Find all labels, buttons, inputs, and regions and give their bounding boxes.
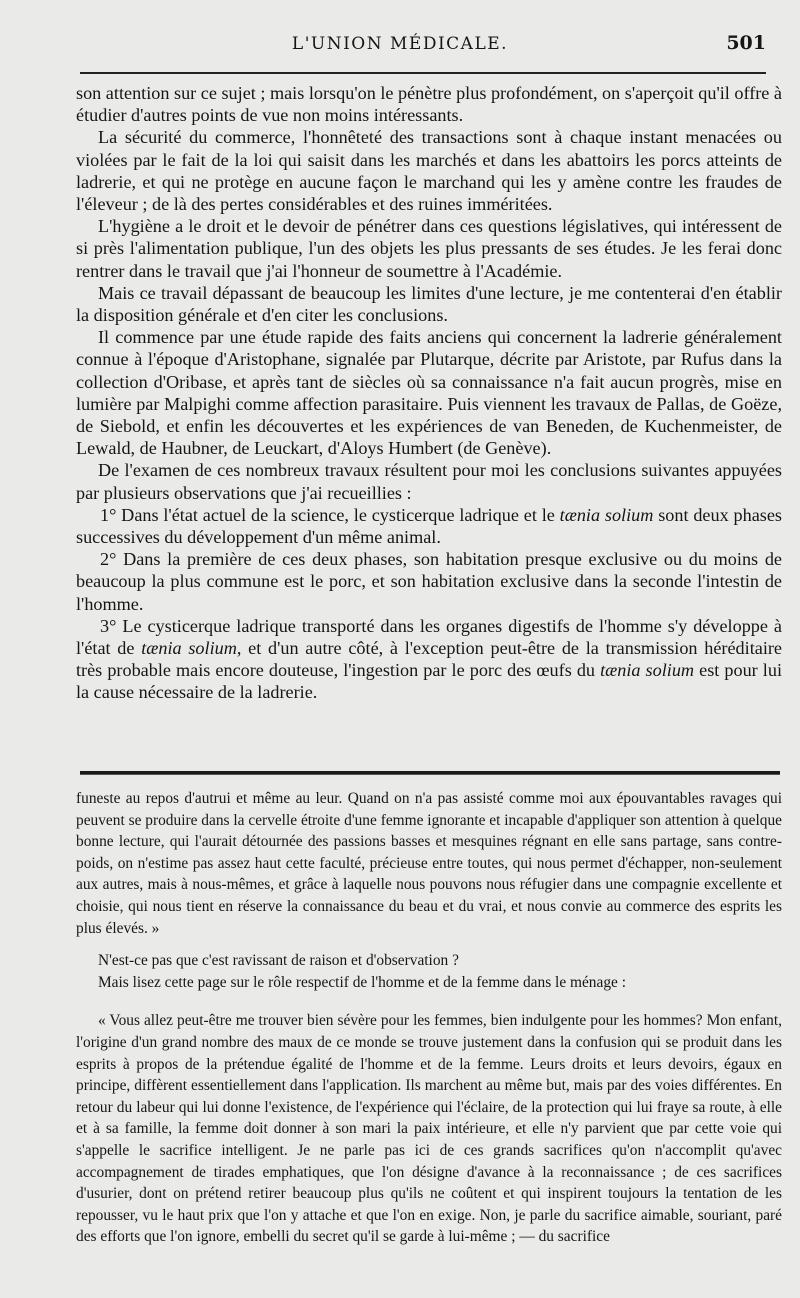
conclusion-1: 1° Dans l'état actuel de la science, le cysticerque ladrique et le tænia solium sont deux phases successives du développement d'un même animal.: [76, 504, 782, 548]
paragraph-conclusions-intro: De l'examen de ces nombreux travaux résultent pour moi les conclusions suivantes appuyées par plusieurs observations que j'ai recueillies :: [76, 460, 782, 503]
species-name: tænia solium: [559, 504, 654, 525]
feuilleton-paragraph-remark: N'est-ce pas que c'est ravissant de raison et d'observation ?: [98, 952, 459, 970]
species-name: tænia solium: [600, 660, 695, 681]
feuilleton-paragraph-quote: « Vous allez peut-être me trouver bien sévère pour les femmes, bien indulgente pour les hommes? Mon enfant, l'origine d'un grand nombre des maux de ce monde se trouve justement dans la confusion qui se produit dans les esprits à propos de la prétendue égalité de l'homme et de la femme. Leurs droits et leurs devoirs, égaux en principe, diffèrent essentiellement dans l'application. Ils marchent au même but, mais par des voies différentes. En retour du labeur qui lui donne l'existence, de l'expérience qui l'éclaire, de la protection qui lui fraye sa route, à elle et à sa famille, la femme doit donner à son mari la paix intérieure, et elle n'y parvient que par cette voie qui s'appelle le sacrifice intelligent. Je ne parle pas ici de ces grands sacrifices qu'on n'accomplit qu'avec accompagnement de tirades emphatiques, que l'on désigne d'avance à la reconnaissance ; de ces sacrifices d'usurier, dont on prétend retirer beaucoup plus qu'ils ne coûtent et qui inspirent toujours la tentation de les repousser, vu le haut prix que l'on y attache et que l'on en exige. Non, je parle du sacrifice aimable, souriant, paré des efforts que l'on ignore, embelli du secret qu'il se garde à lui-même ; — du sacrifice: [76, 1012, 782, 1246]
feuilleton-separator-rule: [80, 771, 780, 775]
paragraph-continuation: son attention sur ce sujet ; mais lorsqu'on le pénètre plus profondément, on s'aperçoit qu'il offre à étudier d'autres points de vue non moins intéressants.: [76, 83, 782, 126]
conclusion-2: 2° Dans la première de ces deux phases, son habitation presque exclusive ou du moins de beaucoup la plus commune est le porc, et son habitation exclusive dans la seconde l'intestin de l'homme.: [76, 549, 782, 614]
paragraph-commerce-security: La sécurité du commerce, l'honnêteté des transactions sont à chaque instant menacées ou violées par le fait de la loi qui saisit dans les marchés et dans les abattoirs les porcs atteints de ladrerie, et qui ne protège en aucune façon le marchand qui les y amène contre les fraudes de l'éleveur ; de là des pertes considérables et des ruines imméritées.: [76, 127, 782, 215]
feuilleton-body: [76, 788, 782, 1248]
header-rule: [80, 72, 766, 74]
journal-title: L'UNION MÉDICALE.: [291, 34, 509, 54]
conclusion-3: 3° Le cysticerque ladrique transporté dans les organes digestifs de l'homme s'y développe à l'état de tænia solium, et d'un autre côté, à l'exception peut-être de la transmission héréditaire très probable mais encore douteuse, l'ingestion par le porc des œufs du tænia solium est pour lui la cause nécessaire de la ladrerie.: [76, 615, 783, 703]
paragraph-work-limits: Mais ce travail dépassant de beaucoup les limites d'une lecture, je me contenterai d'en établir la disposition générale et d'en citer les conclusions.: [76, 282, 782, 326]
page-number: 501: [726, 32, 766, 54]
running-head: [0, 30, 800, 60]
feuilleton-paragraph-invitation: Mais lisez cette page sur le rôle respectif de l'homme et de la femme dans le ménage :: [98, 973, 626, 991]
paragraph-hygiene: L'hygiène a le droit et le devoir de pénétrer dans ces questions législatives, qui intéressent de si près l'alimentation publique, l'un des objets les plus pressants de ses études. Je les ferai donc rentrer dans le travail que j'ai l'honneur de soumettre à l'Académie.: [76, 216, 782, 281]
paragraph-historical-review: Il commence par une étude rapide des faits anciens qui concernent la ladrerie généralement connue à l'époque d'Aristophane, signalée par Plutarque, décrite par Aristote, par Rufus dans la collection d'Oribase, et après tant de siècles où sa connaissance n'a fait aucun progrès, mise en lumière par Malpighi comme affection parasitaire. Puis viennent les travaux de Pallas, de Goëze, de Siebold, et enfin les découvertes et les expériences de van Beneden, de Kuchenmeister, de Lewald, de Haubner, de Leuckart, d'Aloys Humbert (de Genève).: [76, 327, 782, 459]
article-body: [76, 82, 782, 704]
feuilleton-paragraph-continuation: funeste au repos d'autrui et même au leur. Quand on n'a pas assisté comme moi aux épouvantables ravages qui peuvent se produire dans la cervelle étroite d'une femme ignorante et incapable d'appliquer son attention à quelque bonne lecture, qui l'aurait détournée des passions basses et mesquines régnant en elle sans partage, sans contre-poids, on n'estime pas assez haut cette faculté, précieuse entre toutes, qui nous permet d'échapper, non-seulement aux autres, mais à nous-mêmes, et grâce à laquelle nous pouvons nous réfugier dans une compagnie excellente et choisie, qui nous tient en réserve la connaissance du beau et du vrai, et nous convie au commerce des esprits les plus élevés. »: [76, 790, 782, 937]
species-name: tænia solium: [141, 638, 237, 659]
